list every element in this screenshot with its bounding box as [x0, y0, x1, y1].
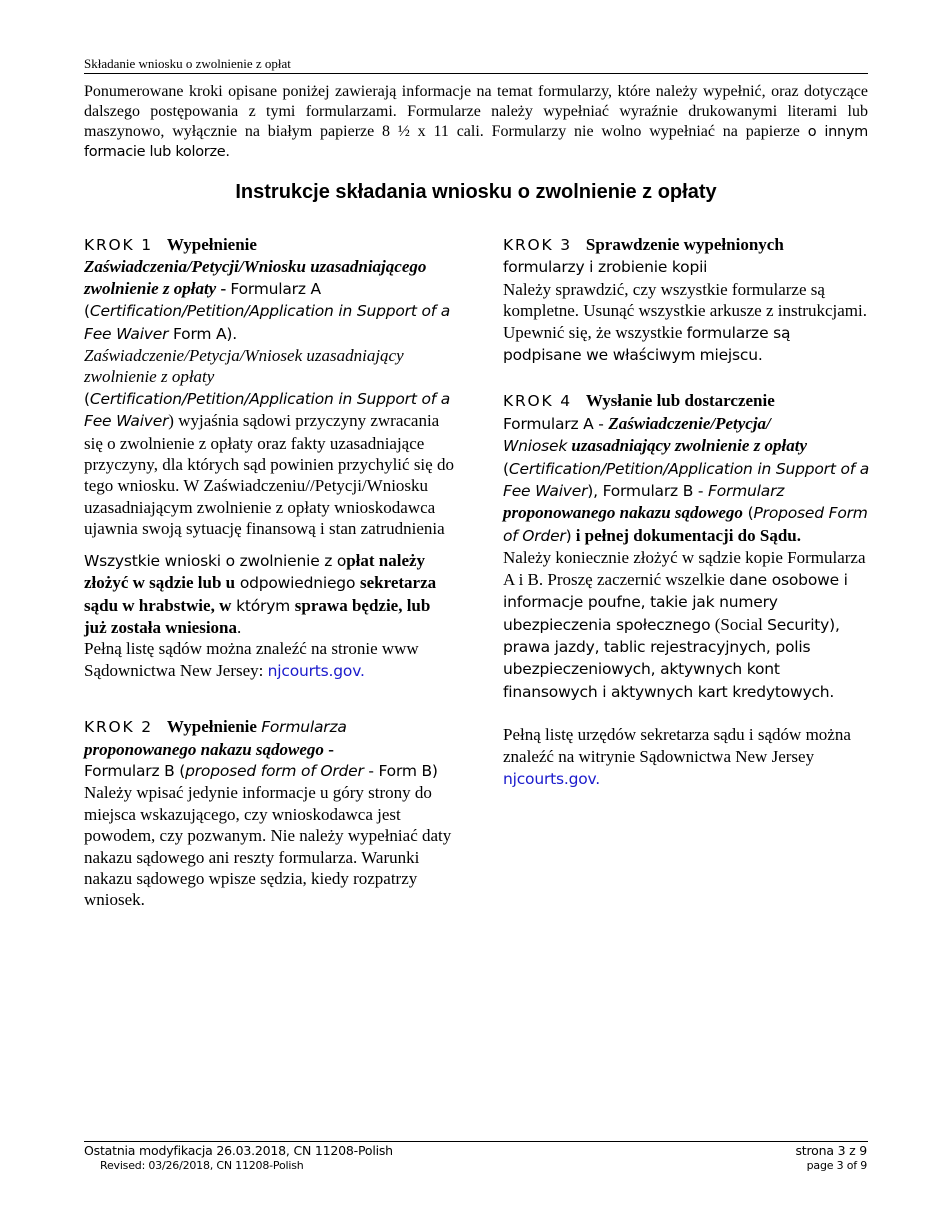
step-1-paren: (	[84, 302, 90, 321]
step-3-heading	[503, 234, 869, 279]
step-4-label: KROK 4	[503, 392, 572, 411]
step-3-body	[503, 279, 869, 367]
step-3-body-b: formularze są podpisane we właściwym	[503, 323, 791, 365]
step-2-heading-form: proponowanego nakazu sądowego	[84, 739, 324, 759]
footer-page-pl: strona 3 z 9	[795, 1143, 867, 1158]
step-2-form-tag: - Form B)	[363, 761, 438, 780]
step-4-form-b-italic: Formularz	[707, 482, 785, 501]
njcourts-link[interactable]: njcourts.gov.	[267, 661, 365, 680]
footer-divider	[84, 1141, 868, 1142]
step-4-body	[503, 547, 869, 703]
step-4-heading-bold: Wysłanie lub dostarczenie	[585, 391, 775, 411]
step-1-filing-note	[84, 550, 456, 639]
footer-page-en: page 3 of 9	[806, 1159, 867, 1172]
step-2-heading-italic: Formularza	[261, 718, 347, 737]
step-1-heading-bold: Wypełnienie	[166, 235, 257, 254]
step-4-tail-dot: .	[796, 525, 801, 545]
step-2-heading-bold: Wypełnienie	[166, 717, 257, 737]
step-3-body-a: Należy sprawdzić, czy wszystkie formularze są kompletne. Usunąć wszystkie arkusze z instrukcjami. Upewnić się, że wszystkie	[503, 279, 867, 342]
footer-revision-en: Revised: 03/26/2018, CN 11208-Polish	[100, 1159, 304, 1172]
step-1-form-name: Formularz A	[230, 279, 321, 298]
step-1	[84, 234, 456, 682]
step-1-form-tag: Form A).	[168, 324, 237, 343]
step-1-note-d: sekretarza sądu w hrabstwie, w	[84, 573, 437, 615]
step-4-paren-2-close: )	[565, 526, 572, 545]
step-3-label: KROK 3	[503, 236, 572, 254]
step-1-note-g: .	[237, 617, 242, 637]
step-4-paren-2: (	[742, 504, 754, 523]
step-2-label: KROK 2	[84, 718, 153, 737]
step-2	[84, 716, 456, 911]
step-2-body: Należy wpisać jedynie informacje u góry strony do miejsca wskazującego, czy wnioskodawca jest powodem, czy pozwanym. Nie należy wypełniać daty nakazu sądowego ani reszty formularza. Warunki nakazu sądowego wpisze sędzia, kiedy rozpatrzy wniosek.	[84, 783, 452, 910]
step-1-body-paren: (	[84, 389, 90, 408]
step-1-note-e: którym	[231, 596, 295, 615]
step-2-heading-dash: -	[323, 739, 334, 759]
step-1-note-c: odpowiedniego	[235, 574, 360, 593]
step-1-body-english: Certification/Petition/Application in Support of a Fee Waiver	[84, 389, 451, 431]
step-1-heading-form: Zaświadczenia/Petycji/Wniosku uzasadniającego zwolnienie z opłaty	[84, 257, 427, 298]
step-1-courts-text: Pełną listę sądów można znaleźć na stronie www Sądownictwa New Jersey:	[84, 639, 419, 680]
step-4-body-b: dane osobowe i informacje poufne, takie jak numery ubezpieczenia społecznego	[503, 570, 848, 634]
step-1-body-text: ) wyjaśnia sądowi przyczyny zwracania się o zwolnienie z opłaty oraz fakty uzasadniające przyczyny, dla których sąd powinien przychylić się do tego wniosku. W Zaświadczeniu//Petycji/Wniosku uzasadniającym zwolnienie z opłaty wnioskodawca ujawnia swoją sytuację finansową i stan zatrudnienia	[84, 411, 454, 539]
step-3-heading-bold: Sprawdzenie wypełnionych	[585, 235, 784, 254]
step-4-body-d: Security), prawa jazdy, tablic rejestracyjnych, polis ubezpieczeniowych, aktywnych kont finansowych i aktywnych kart kredytowych.	[503, 615, 840, 701]
intro-text: Ponumerowane kroki opisane poniżej zawierają informacje na temat formularzy, które należy wypełnić, oraz dotyczące dalszego postępowania z tymi formularzami. Formularze należy wypełniać wyraźnie drukowanymi literami lub maszynowo, wyłącznie na białym papierze 8 ½ x 11 cali. Formularzy nie wolno wypełniać na papierze	[84, 83, 868, 140]
step-3-body-c: miejscu.	[699, 346, 763, 365]
step-4-clerks-list	[503, 724, 869, 790]
step-1-heading	[84, 234, 456, 345]
step-2-heading	[84, 716, 456, 782]
step-4-body-c: (Social	[710, 614, 763, 634]
step-4-english-a: Certification/Petition/Application in Support of a Fee Waiver	[503, 459, 870, 501]
intro-paragraph	[84, 82, 868, 162]
step-4	[503, 390, 869, 790]
step-1-note-a: Wszystkie wnioski o zwolnienie z o	[84, 551, 347, 570]
step-4-tail-bold: i pełnej dokumentacji do Sądu	[571, 525, 797, 545]
step-1-courts-list	[84, 638, 456, 682]
step-4-form-a-name: Zaświadczenie/Petycja/	[608, 413, 771, 433]
step-2-english-name: proposed form of Order	[185, 761, 364, 780]
left-column	[84, 234, 456, 911]
step-3	[503, 234, 869, 366]
step-4-heading	[503, 390, 869, 547]
step-4-form-b-name: proponowanego nakazu sądowego	[503, 503, 743, 523]
step-1-heading-dash: -	[216, 278, 227, 298]
step-4-body-a: Należy koniecznie złożyć w sądzie kopie Formularza A i B. Proszę zaczernić wszelkie	[503, 548, 866, 589]
step-4-english-b: Proposed Form of Order	[503, 504, 868, 545]
intro-text-tail: o innym formacie lub kolorze.	[84, 124, 868, 160]
step-1-english-name: Certification/Petition/Application in Support of a Fee Waiver	[84, 302, 451, 343]
step-3-heading-rest: formularzy i zrobienie kopii	[503, 258, 708, 277]
page-title: Instrukcje składania wniosku o zwolnienie z opłaty	[235, 181, 717, 203]
step-1-note-f: sprawa będzie, lub już została wniesiona	[84, 595, 431, 637]
header-divider	[84, 73, 868, 74]
page-header: Składanie wniosku o zwolnienie z opłat	[84, 56, 291, 71]
right-column	[503, 234, 869, 790]
step-2-form-name: Formularz B (	[84, 761, 186, 780]
step-4-form-a: Formularz A -	[503, 414, 609, 433]
step-4-form-b: ), Formularz B -	[587, 482, 708, 501]
step-4-paren: (	[503, 459, 509, 478]
step-4-clerks-text: Pełną listę urzędów sekretarza sądu i sądów można znaleźć na witrynie Sądownictwa New Jersey	[503, 725, 851, 766]
njcourts-link-2[interactable]: njcourts.gov.	[503, 769, 601, 788]
step-1-note-b: płat należy złożyć w sądzie lub u	[84, 550, 426, 593]
step-1-label: KROK 1	[84, 236, 153, 254]
footer-revision-pl: Ostatnia modyfikacja 26.03.2018, CN 11208-Polish	[84, 1143, 393, 1158]
step-1-body	[84, 345, 456, 540]
step-4-form-a-name-2: uzasadniający zwolnienie z opłaty	[567, 436, 808, 456]
step-4-form-a-wniosek: Wniosek	[503, 437, 568, 456]
step-1-body-italic: Zaświadczenie/Petycja/Wniosek uzasadniający zwolnienie z opłaty	[84, 346, 404, 387]
